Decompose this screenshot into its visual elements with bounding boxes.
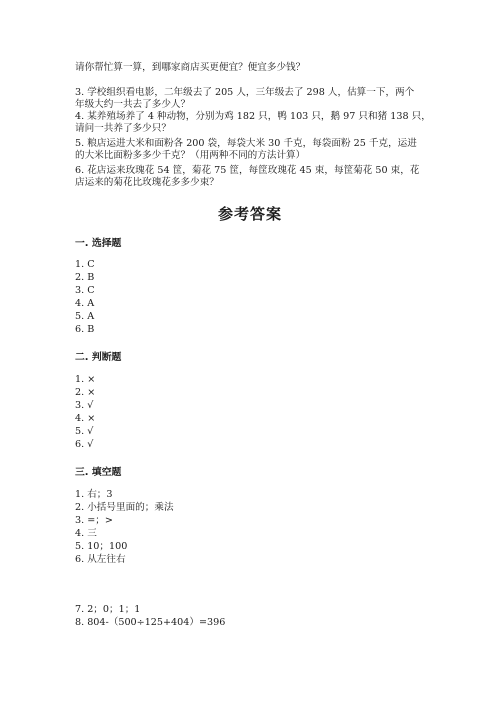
answers-title: 参考答案 [217,205,282,223]
answer-item: 5. A [75,311,95,323]
answer-item: 7. 2；0；1；1 [75,604,141,615]
answer-item: 6. √ [75,439,94,451]
answer-item: 8. 804-（500÷125+404）=396 [75,617,226,629]
answer-item: 6. 从左往右 [75,554,126,566]
answer-item: 2. 小括号里面的；乘法 [75,502,174,514]
answer-item: 3. √ [75,400,94,412]
answer-list-extra [75,603,225,629]
section-heading-fill: 三. 填空题 [75,467,122,478]
question-6-line-1: 6. 花店运来玫瑰花 54 筐，菊花 75 筐，每筐玫瑰花 45 束，每筐菊花 50 束，花 [75,165,420,176]
question-5-line-2: 的大米比面粉多多少千克？（用两种不同的方法计算） [75,150,306,161]
answer-item: 1. 右；3 [75,489,113,500]
section-heading-choice: 一. 选择题 [75,238,122,249]
answer-list-choice [75,258,95,337]
question-3-line-1: 3. 学校组织看电影，二年级去了 205 人，三年级去了 298 人，估算一下，两个 [75,87,415,98]
answer-list-fill [75,488,174,567]
answer-item: 2. × [75,387,96,399]
answer-item: 3. C [75,285,95,297]
answer-item: 1. C [75,259,95,270]
section-heading-judgment: 二. 判断题 [75,352,122,363]
answer-list-judgment [75,373,95,452]
answer-item: 5. √ [75,426,94,438]
answer-item: 6. B [75,324,95,336]
question-6-line-2: 店运来的菊花比玫瑰花多多少束？ [75,177,219,188]
question-4-line-2: 请问一共养了多少只？ [75,123,171,134]
question-5-line-1: 5. 粮店运进大米和面粉各 200 袋，每袋大米 30 千克，每袋面粉 25 千克，运进 [75,138,417,149]
answer-item: 3. =；> [75,515,113,527]
answer-item: 5. 10；100 [75,541,128,553]
question-text: 请你帮忙算一算，到哪家商店买更便宜？便宜多少钱？ [75,62,306,73]
answer-item: 4. × [75,413,96,425]
question-3-line-2: 年级大约一共去了多少人？ [75,99,191,110]
answer-item: 4. 三 [75,528,97,540]
question-4-line-1: 4. 某养殖场养了 4 种动物，分别为鸡 182 只，鸭 103 只，鹅 97 只和猪 138 只， [75,111,431,122]
answer-item: 4. A [75,298,95,310]
answer-item: 1. × [75,374,96,385]
answer-item: 2. B [75,272,95,284]
